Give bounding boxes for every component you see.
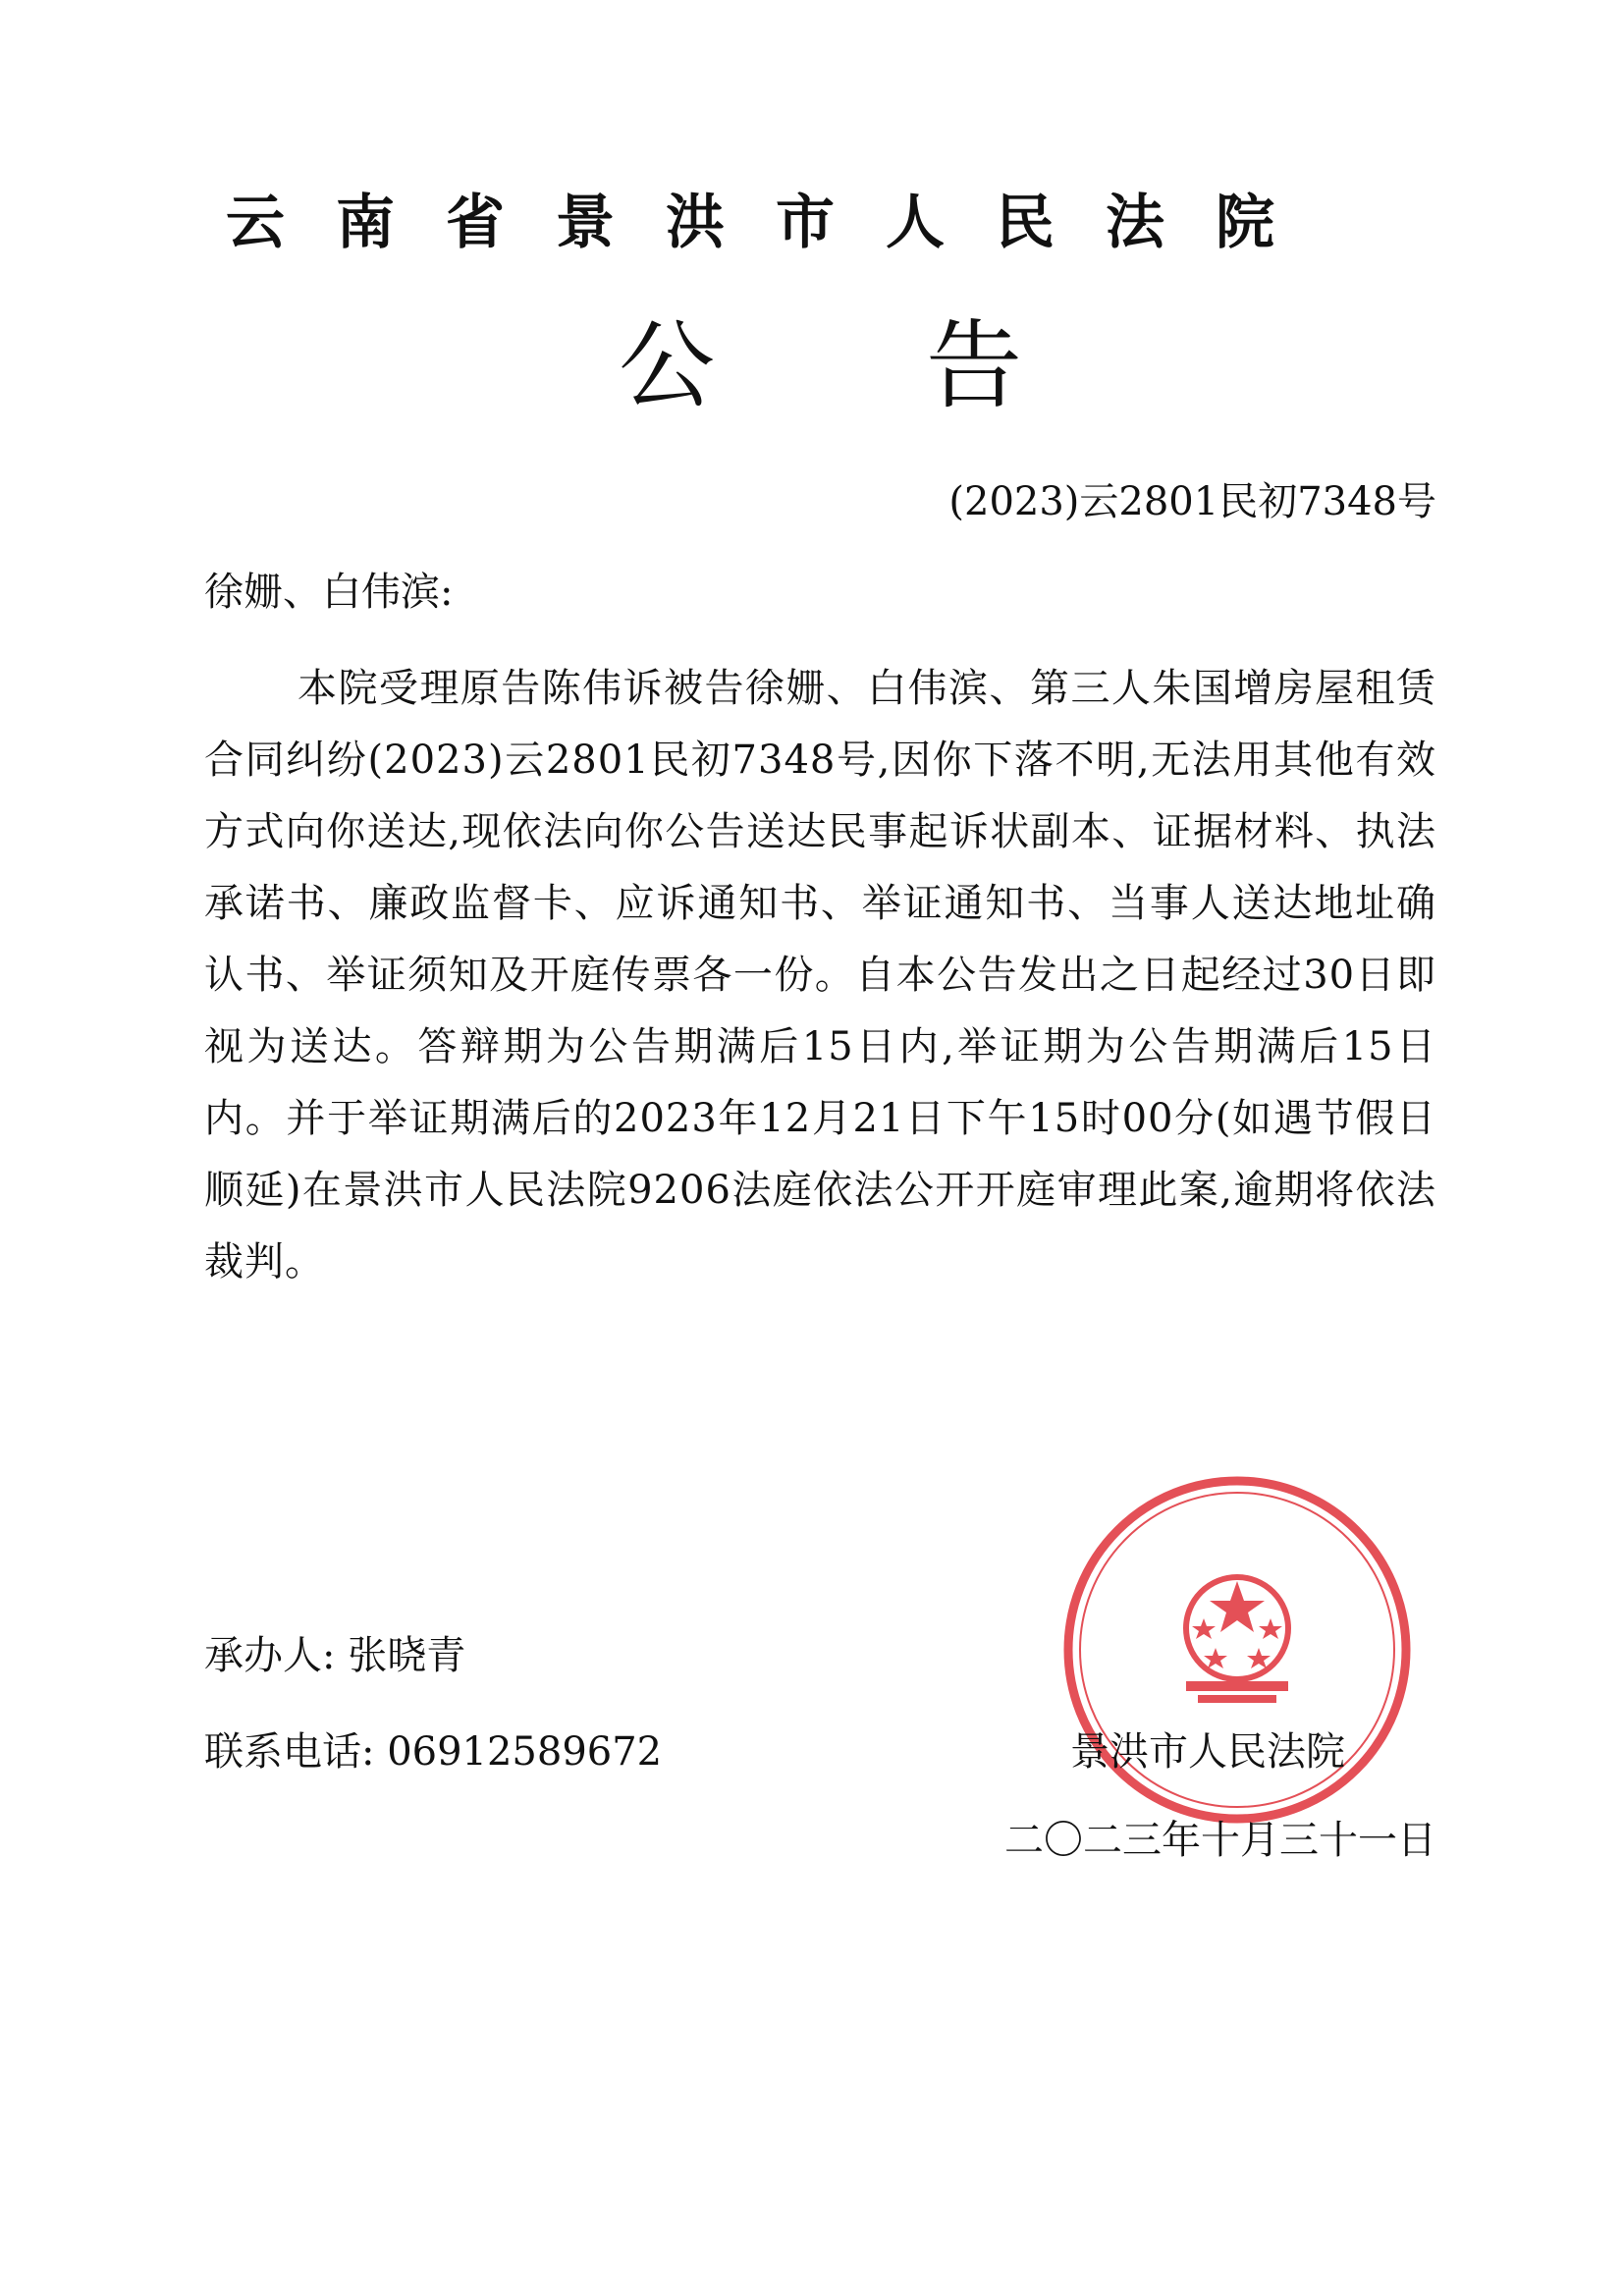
- case-handler: 承办人: 张晓青: [204, 1633, 466, 1678]
- addressee: 徐姗、白伟滨:: [204, 570, 454, 615]
- court-name-heading: 云南省景洪市人民法院: [226, 189, 1325, 257]
- contact-phone: 联系电话: 06912589672: [204, 1729, 663, 1775]
- issuing-court: 景洪市人民法院: [1070, 1729, 1345, 1775]
- case-number: (2023)云2801民初7348号: [948, 479, 1436, 524]
- document-title: 公告: [619, 310, 1234, 422]
- notice-body: 本院受理原告陈伟诉被告徐姗、白伟滨、第三人朱国增房屋租赁合同纠纷(2023)云2801民初7348号,因你下落不明,无法用其他有效方式向你送达,现依法向你公告送达民事起诉状副本、证据材料、执法承诺书、廉政监督卡、应诉通知书、举证通知书、当事人送达地址确认书、举证须知及开庭传票各一份。自本公告发出之日起经过30日即视为送达。答辩期为公告期满后15日内,举证期为公告期满后15日内。并于举证期满后的2023年12月21日下午15时00分(如遇节假日顺延)在景洪市人民法院9206法庭依法公开开庭审理此案,逾期将依法裁判。: [204, 666, 1436, 1285]
- issue-date: 二〇二三年十月三十一日: [1004, 1818, 1436, 1863]
